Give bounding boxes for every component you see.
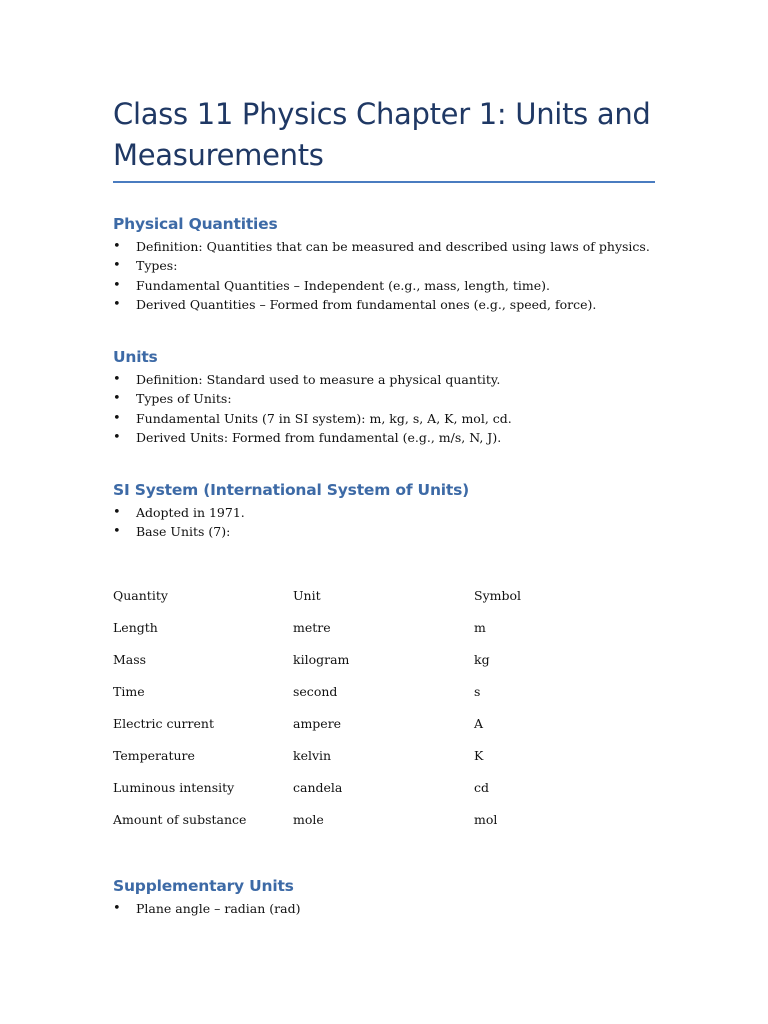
bullet-icon: •	[113, 391, 121, 407]
section-units	[113, 347, 655, 447]
bullet-icon: •	[113, 258, 121, 274]
list-item-text: Definition: Standard used to measure a physical quantity.	[136, 372, 501, 387]
table-cell-symbol: K	[474, 747, 484, 763]
list-item	[113, 428, 655, 447]
bullet-icon: •	[113, 429, 121, 445]
list-item	[113, 276, 655, 295]
table-cell-quantity: Temperature	[113, 747, 195, 763]
column-header-unit: Unit	[293, 587, 321, 603]
bullet-icon: •	[113, 505, 121, 520]
list-item	[113, 389, 655, 408]
list-item-text: Base Units (7):	[136, 524, 231, 540]
document-title	[113, 94, 655, 181]
table-cell-symbol: A	[474, 715, 484, 731]
bullet-icon: •	[113, 372, 121, 387]
section-supplementary-units	[113, 876, 655, 918]
bullet-icon: •	[113, 277, 121, 293]
table-row	[113, 643, 655, 675]
list-item-text: Plane angle – radian (rad)	[136, 901, 301, 916]
table-cell-quantity: Length	[113, 619, 158, 635]
table-cell-quantity: Mass	[113, 651, 147, 667]
table-cell-unit: candela	[293, 779, 343, 795]
table-cell-symbol: s	[474, 683, 481, 699]
bullet-icon: •	[113, 524, 121, 540]
bullet-list-si-system	[113, 503, 655, 542]
table-cell-unit: ampere	[293, 715, 342, 731]
document-title-line2: Measurements	[113, 138, 324, 172]
document-page	[113, 94, 655, 916]
base-units-table	[113, 579, 655, 835]
table-cell-symbol: mol	[474, 811, 498, 827]
section-heading-units: Units	[113, 348, 158, 366]
bullet-icon: •	[113, 239, 121, 254]
table-cell-unit: second	[293, 683, 338, 699]
table-row	[113, 611, 655, 643]
document-title-line1: Class 11 Physics Chapter 1: Units and	[113, 97, 651, 131]
column-header-quantity: Quantity	[113, 587, 168, 603]
table-row	[113, 739, 655, 771]
bullet-list-supplementary-units	[113, 899, 655, 918]
list-item	[113, 237, 655, 256]
bullet-icon: •	[113, 296, 121, 312]
table-row	[113, 803, 655, 835]
list-item	[113, 503, 655, 522]
section-heading-si-system: SI System (International System of Units)	[113, 481, 470, 499]
list-item	[113, 522, 655, 541]
table-cell-quantity: Time	[113, 683, 145, 699]
table-cell-quantity: Electric current	[113, 715, 214, 731]
list-item-text: Fundamental Quantities – Independent (e.g., mass, length, time).	[136, 277, 550, 293]
section-heading-supplementary-units: Supplementary Units	[113, 877, 294, 895]
table-cell-unit: kilogram	[293, 651, 350, 667]
bullet-icon: •	[113, 901, 121, 916]
table-cell-symbol: kg	[474, 651, 490, 667]
bullet-icon: •	[113, 410, 121, 426]
table-row	[113, 675, 655, 707]
table-row	[113, 707, 655, 739]
list-item-text: Fundamental Units (7 in SI system): m, kg, s, A, K, mol, cd.	[136, 410, 512, 426]
table-row	[113, 771, 655, 803]
table-cell-symbol: cd	[474, 779, 490, 795]
bullet-list-physical-quantities	[113, 237, 655, 314]
bullet-list-units	[113, 370, 655, 447]
list-item-text: Types:	[136, 258, 178, 274]
column-header-symbol: Symbol	[474, 587, 522, 603]
title-underline-rule	[113, 181, 655, 183]
table-cell-unit: kelvin	[293, 747, 332, 763]
section-heading-physical-quantities: Physical Quantities	[113, 215, 278, 233]
list-item	[113, 256, 655, 275]
list-item-text: Derived Units: Formed from fundamental (e.g., m/s, N, J).	[136, 429, 502, 445]
list-item	[113, 899, 655, 918]
table-cell-unit: metre	[293, 619, 331, 635]
table-cell-quantity: Luminous intensity	[113, 779, 235, 795]
table-cell-quantity: Amount of substance	[113, 811, 247, 827]
list-item	[113, 295, 655, 314]
list-item-text: Adopted in 1971.	[136, 505, 245, 520]
list-item-text: Derived Quantities – Formed from fundamental ones (e.g., speed, force).	[136, 296, 597, 312]
table-cell-symbol: m	[474, 619, 486, 635]
section-physical-quantities	[113, 214, 655, 314]
table-cell-unit: mole	[293, 811, 324, 827]
list-item	[113, 409, 655, 428]
list-item	[113, 370, 655, 389]
list-item-text: Types of Units:	[136, 391, 232, 407]
list-item-text: Definition: Quantities that can be measured and described using laws of physics.	[136, 239, 650, 254]
section-si-system	[113, 480, 655, 542]
table-header-row	[113, 579, 655, 611]
